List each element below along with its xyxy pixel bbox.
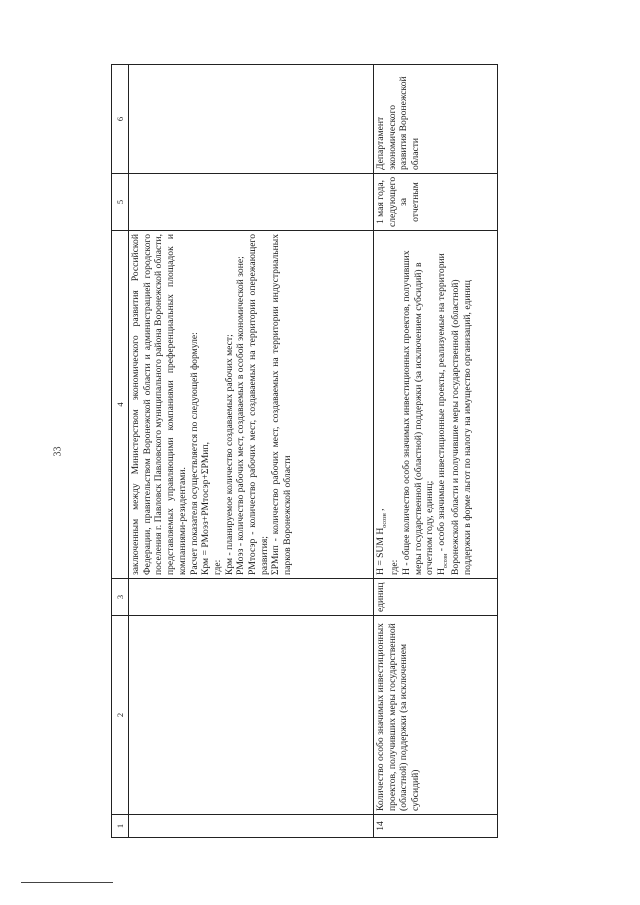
continuation-cell-6	[129, 65, 374, 174]
def-symbol-subscript: осозн	[442, 553, 449, 569]
page-number: 33	[52, 446, 64, 457]
responsible-body: Департамент экономического развития Воронежской области	[374, 65, 498, 174]
indicator-table	[111, 64, 498, 838]
method-line: РМоэз - количество рабочих мест, создаваемых в особой экономической зоне;	[235, 256, 247, 575]
method-line: где:	[211, 559, 223, 575]
continuation-method-cell	[129, 231, 374, 579]
column-header-4: 4	[112, 231, 129, 579]
column-header-1: 1	[112, 815, 129, 838]
column-header-3: 3	[112, 579, 129, 616]
continuation-row	[129, 65, 374, 838]
indicator-name: Количество особо значимых инвестиционных проектов, получивших меры государственной (областной) поддержки (за исключением субсидий)	[374, 616, 498, 815]
footnote-rule	[21, 882, 113, 883]
continuation-cell-5	[129, 174, 374, 231]
calculation-method-cell	[374, 231, 498, 579]
method-line: ΣРМип - количество рабочих мест, создаваемых на территории индустриальных парков Воронежской области	[270, 234, 294, 575]
def-symbol: Н	[436, 568, 448, 575]
formula-tail: ,	[375, 508, 386, 514]
method-line: Крм - планируемое количество создаваемых рабочих мест;	[223, 334, 235, 575]
formula-main: Н = SUM Н	[375, 527, 386, 575]
continuation-cell-3	[129, 579, 374, 616]
deadline: 1 мая года, следующего за отчетным	[374, 174, 498, 231]
method-line: Крм = РМоэз+РМтосэр+ΣРМип,	[200, 442, 212, 575]
definition-total: Н - общее количество особо значимых инвестиционных проектов, получивших меры государственной (областной) поддержки (за исключением субсидий) в отчетном году, единиц;	[400, 250, 436, 575]
formula	[375, 234, 389, 575]
definition-projects	[436, 234, 474, 575]
where-label: где:	[389, 559, 401, 575]
formula-subscript: осозн	[381, 513, 388, 528]
column-header-6: 6	[112, 65, 129, 174]
method-line: Расчет показателя осуществляется по следующей формуле:	[188, 332, 200, 575]
unit-of-measure: единиц	[374, 579, 498, 616]
column-header-2: 2	[112, 616, 129, 815]
row-number: 14	[374, 815, 498, 838]
def-text: - особо значимые инвестиционные проекты, реализуемые на территории Воронежской области и получившие меры государственной (областной) поддержки в форме льгот по налогу на имущество организаций, единиц	[436, 253, 473, 575]
method-line: РМтосэр - количество рабочих мест, создаваемых на территории опережающего развития;	[247, 234, 270, 575]
continuation-cell-2	[129, 616, 374, 815]
column-number-row	[112, 65, 129, 838]
method-line: заключенным между Министерством экономического развития Российской Федерации, правительством Воронежской области и администрацией городского поселения г. Павловск Павловского муниципального района Воронежской области, представляемых управляющими компаниями преференциальных площадок и компаниями-резидентами.	[130, 234, 188, 575]
rotated-table-wrapper	[111, 65, 498, 838]
table-row-14	[374, 65, 498, 838]
column-header-5: 5	[112, 174, 129, 231]
continuation-cell-1	[129, 815, 374, 838]
